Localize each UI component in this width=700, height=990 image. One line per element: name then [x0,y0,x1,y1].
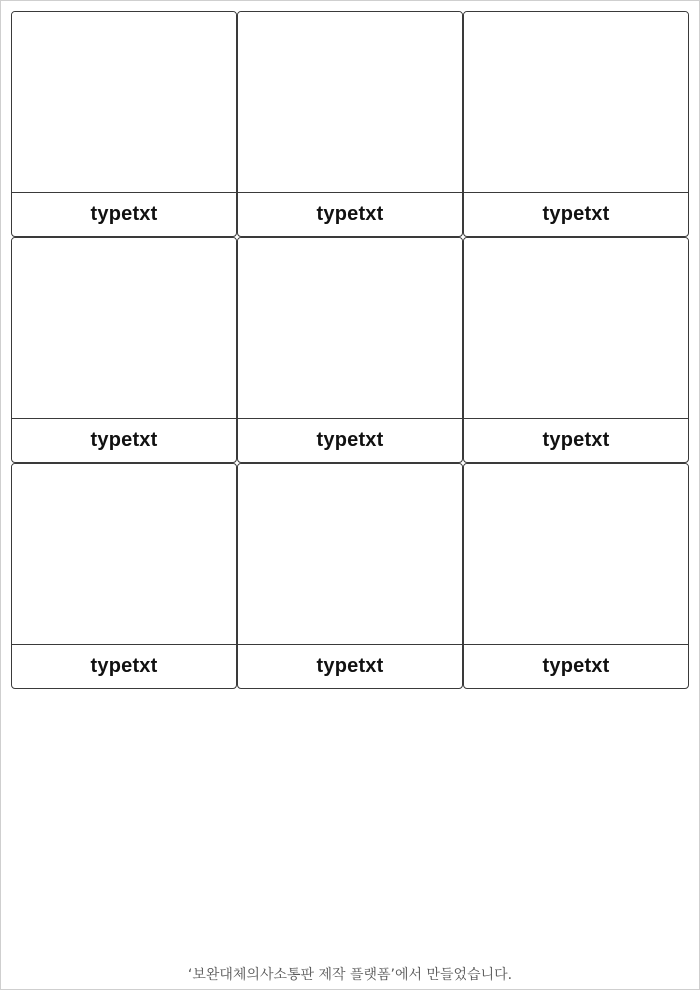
card-image-area [238,238,462,418]
symbol-card[interactable] [463,463,689,689]
card-image-area [12,464,236,644]
card-image-area [12,12,236,192]
card-label: typetxt [464,644,688,688]
card-label: typetxt [238,192,462,236]
symbol-card[interactable] [11,11,237,237]
footer-credit: ‘보완대체의사소통판 제작 플랫폼’에서 만들었습니다. [187,967,513,983]
card-label: typetxt [12,418,236,462]
card-grid [11,11,689,689]
symbol-card[interactable] [11,237,237,463]
card-image-area [464,12,688,192]
card-image-area [464,238,688,418]
card-label: typetxt [12,192,236,236]
symbol-card[interactable] [237,237,463,463]
symbol-card[interactable] [237,463,463,689]
card-image-area [238,12,462,192]
symbol-card[interactable] [463,237,689,463]
symbol-card[interactable] [11,463,237,689]
card-label: typetxt [238,418,462,462]
card-image-area [238,464,462,644]
symbol-card[interactable] [237,11,463,237]
card-image-area [464,464,688,644]
card-label: typetxt [238,644,462,688]
card-label: typetxt [12,644,236,688]
card-label: typetxt [464,418,688,462]
card-label: typetxt [464,192,688,236]
card-image-area [12,238,236,418]
symbol-card[interactable] [463,11,689,237]
